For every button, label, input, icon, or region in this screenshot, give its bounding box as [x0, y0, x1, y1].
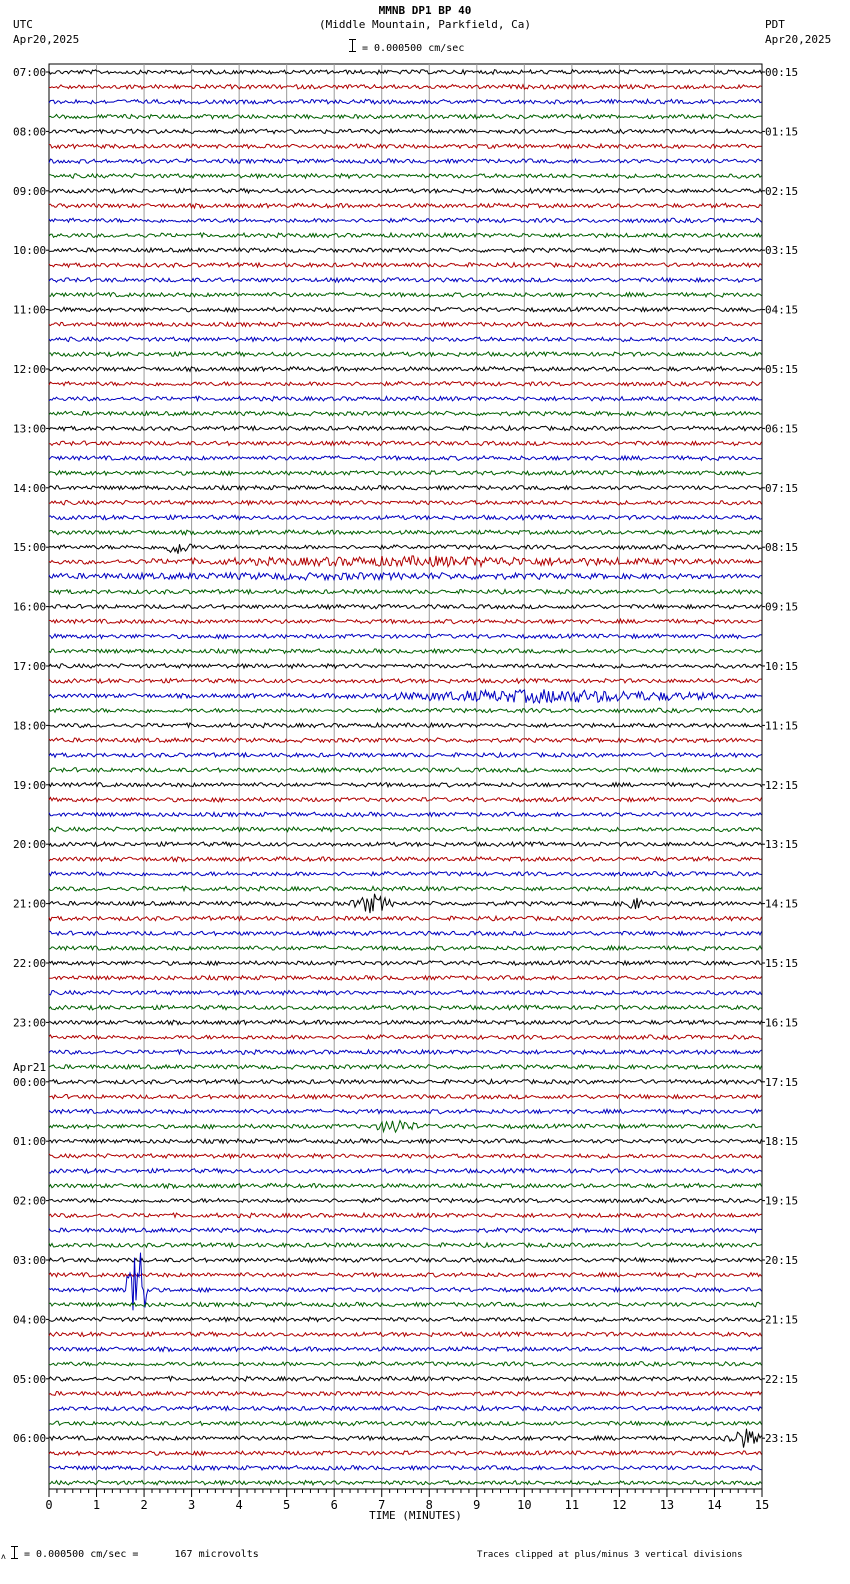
trace-line: [49, 396, 762, 401]
x-tick-label: 2: [140, 1498, 148, 1512]
pdt-hour-label: 01:15: [765, 125, 799, 139]
trace-line: [49, 1169, 762, 1174]
trace-line: [49, 1273, 762, 1278]
trace-line: [49, 1253, 762, 1311]
trace-line: [49, 1035, 762, 1040]
trace-line: [49, 1020, 762, 1025]
clip-note: Traces clipped at plus/minus 3 vertical divisions: [477, 1550, 743, 1560]
trace-line: [49, 1451, 762, 1456]
trace-line: [49, 367, 762, 372]
trace-line: [49, 307, 762, 312]
footer-scale-text: = 0.000500 cm/sec = 167 microvolts: [24, 1549, 259, 1560]
utc-hour-label: 16:00: [13, 600, 47, 614]
trace-line: [49, 842, 762, 847]
utc-hour-label: 06:00: [13, 1432, 47, 1446]
trace-line: [49, 263, 762, 268]
utc-hour-label: 17:00: [13, 660, 47, 673]
utc-hour-label: 12:00: [13, 363, 47, 376]
trace-line: [49, 689, 762, 703]
trace-line: [49, 1406, 762, 1411]
pdt-hour-label: 22:15: [765, 1372, 799, 1386]
utc-hour-label: 13:00: [13, 422, 47, 436]
trace-line: [49, 1228, 762, 1233]
pdt-hour-label: 18:15: [765, 1135, 799, 1149]
trace-line: [49, 1481, 762, 1486]
utc-hour-label: 09:00: [13, 184, 47, 198]
trace-line: [49, 129, 762, 134]
trace-line: [49, 886, 762, 891]
x-tick-label: 9: [473, 1498, 481, 1512]
trace-line: [49, 1213, 762, 1218]
utc-hour-label: 20:00: [13, 838, 47, 852]
trace-line: [49, 573, 762, 580]
trace-line: [49, 604, 762, 609]
trace-line: [49, 1198, 762, 1203]
x-tick-label: 13: [659, 1498, 675, 1512]
left-timezone: UTC: [13, 18, 33, 31]
trace-line: [49, 931, 762, 936]
trace-line: [49, 1243, 762, 1248]
x-tick-label: 12: [612, 1498, 627, 1512]
utc-hour-label: 15:00: [13, 541, 47, 555]
x-tick-label: 11: [564, 1498, 580, 1512]
trace-line: [49, 916, 762, 921]
trace-line: [49, 827, 762, 832]
utc-hour-label: 01:00: [13, 1135, 47, 1149]
trace-line: [49, 1317, 762, 1322]
trace-line: [49, 471, 762, 476]
x-tick-label: 6: [330, 1498, 338, 1512]
utc-hour-label: 10:00: [13, 244, 47, 258]
utc-hour-label: 14:00: [13, 481, 47, 495]
trace-line: [49, 1421, 762, 1426]
pdt-hour-label: 07:15: [765, 481, 799, 495]
x-tick-label: 10: [517, 1498, 532, 1512]
trace-line: [49, 1121, 762, 1133]
right-date: Apr20,2025: [765, 33, 832, 46]
trace-line: [49, 1154, 762, 1159]
trace-line: [49, 1362, 762, 1367]
trace-line: [49, 1109, 762, 1114]
trace-line: [49, 218, 762, 223]
trace-line: [49, 768, 762, 773]
x-tick-label: 15: [754, 1498, 770, 1512]
pdt-hour-label: 04:15: [765, 303, 799, 317]
trace-line: [49, 1005, 762, 1010]
trace-line: [49, 382, 762, 387]
chart-subtitle: (Middle Mountain, Parkfield, Ca): [319, 18, 531, 31]
trace-line: [49, 322, 762, 327]
trace-line: [49, 590, 762, 595]
trace-line: [49, 619, 762, 624]
trace-line: [49, 708, 762, 713]
x-tick-label: 7: [378, 1498, 386, 1512]
trace-line: [49, 411, 762, 416]
utc-hour-label: 22:00: [13, 957, 47, 970]
footer-marker: ʌ: [1, 1552, 6, 1561]
x-tick-label: 8: [425, 1498, 433, 1512]
trace-line: [49, 337, 762, 342]
trace-line: [49, 857, 762, 862]
pdt-hour-label: 16:15: [765, 1016, 799, 1030]
trace-line: [49, 189, 762, 194]
trace-line: [49, 159, 762, 164]
trace-line: [49, 456, 762, 461]
pdt-hour-label: 23:15: [765, 1432, 799, 1446]
left-date: Apr20,2025: [13, 33, 80, 46]
pdt-hour-label: 15:15: [765, 957, 799, 970]
trace-line: [49, 556, 762, 567]
trace-line: [49, 233, 762, 238]
utc-hour-label: 18:00: [13, 719, 47, 733]
trace-line: [49, 1376, 762, 1381]
pdt-hour-label: 10:15: [765, 660, 799, 673]
utc-hour-label: 08:00: [13, 125, 47, 139]
trace-line: [49, 1391, 762, 1396]
trace-line: [49, 738, 762, 743]
trace-line: [49, 1258, 762, 1263]
pdt-hour-label: 21:15: [765, 1313, 799, 1327]
trace-line: [49, 486, 762, 491]
chart-title: MMNB DP1 BP 40: [378, 4, 472, 17]
footer-scale-bar-cap-top: [11, 1546, 18, 1547]
utc-hour-label: 00:00: [13, 1075, 47, 1089]
trace-line: [49, 203, 762, 208]
utc-hour-label: 23:00: [13, 1016, 47, 1030]
trace-line: [49, 894, 762, 913]
trace-line: [49, 144, 762, 148]
x-tick-label: 3: [187, 1498, 196, 1512]
trace-line: [49, 293, 762, 298]
trace-line: [49, 500, 762, 505]
pdt-hour-label: 03:15: [765, 244, 799, 258]
trace-line: [49, 679, 762, 684]
trace-line: [49, 1183, 762, 1188]
trace-line: [49, 649, 762, 654]
pdt-hour-label: 20:15: [765, 1254, 799, 1267]
pdt-hour-label: 09:15: [765, 600, 799, 614]
utc-hour-label: 04:00: [13, 1313, 47, 1327]
trace-line: [49, 1429, 762, 1448]
trace-line: [49, 991, 762, 996]
trace-line: [49, 961, 762, 966]
trace-line: [49, 976, 762, 981]
pdt-hour-label: 06:15: [765, 422, 799, 436]
pdt-hour-label: 13:15: [765, 838, 799, 852]
trace-line: [49, 352, 762, 357]
trace-line: [49, 872, 762, 877]
trace-line: [49, 1095, 762, 1100]
trace-line: [49, 812, 762, 817]
pdt-hour-label: 11:15: [765, 719, 799, 733]
trace-line: [49, 783, 762, 788]
pdt-hour-label: 12:15: [765, 778, 799, 792]
trace-line: [49, 1302, 762, 1307]
x-tick-label: 0: [45, 1498, 53, 1512]
trace-line: [49, 1139, 762, 1144]
trace-line: [49, 1466, 762, 1471]
trace-line: [49, 441, 762, 446]
pdt-hour-label: 08:15: [765, 541, 799, 555]
x-tick-label: 5: [283, 1498, 291, 1512]
trace-line: [49, 723, 762, 728]
footer-scale-bar-cap-bottom: [11, 1558, 18, 1559]
trace-line: [49, 70, 762, 75]
scale-text: = 0.000500 cm/sec: [362, 43, 465, 54]
trace-line: [49, 1080, 762, 1085]
pdt-hour-label: 02:15: [765, 184, 799, 198]
pdt-hour-label: 17:15: [765, 1075, 799, 1089]
trace-line: [49, 515, 762, 520]
trace-line: [49, 278, 762, 283]
utc-hour-label: 03:00: [13, 1254, 47, 1267]
trace-line: [49, 946, 762, 951]
trace-line: [49, 634, 762, 639]
trace-line: [49, 664, 762, 669]
trace-line: [49, 530, 762, 535]
trace-line: [49, 797, 762, 802]
right-timezone: PDT: [765, 18, 785, 31]
trace-line: [49, 85, 762, 90]
trace-line: [49, 1065, 762, 1070]
utc-hour-label: 11:00: [13, 303, 47, 317]
x-tick-label: 4: [235, 1498, 243, 1512]
pdt-hour-label: 00:15: [765, 66, 799, 79]
utc-hour-label: 21:00: [13, 897, 47, 911]
trace-line: [49, 174, 762, 179]
x-tick-label: 1: [92, 1498, 101, 1512]
trace-line: [49, 114, 762, 119]
day-change-label: Apr21: [13, 1060, 47, 1074]
trace-line: [49, 426, 762, 431]
utc-hour-label: 07:00: [13, 66, 47, 79]
trace-line: [49, 753, 762, 758]
trace-line: [49, 1332, 762, 1337]
utc-hour-label: 02:00: [13, 1194, 47, 1208]
trace-line: [49, 544, 762, 554]
trace-line: [49, 1347, 762, 1352]
trace-line: [49, 1050, 762, 1055]
pdt-hour-label: 19:15: [765, 1194, 799, 1208]
trace-line: [49, 99, 762, 104]
x-axis-label: TIME (MINUTES): [369, 1509, 462, 1522]
pdt-hour-label: 05:15: [765, 363, 799, 376]
trace-line: [49, 248, 762, 253]
utc-hour-label: 19:00: [13, 778, 47, 792]
x-tick-label: 14: [707, 1498, 722, 1512]
pdt-hour-label: 14:15: [765, 897, 799, 911]
utc-hour-label: 05:00: [13, 1372, 47, 1386]
